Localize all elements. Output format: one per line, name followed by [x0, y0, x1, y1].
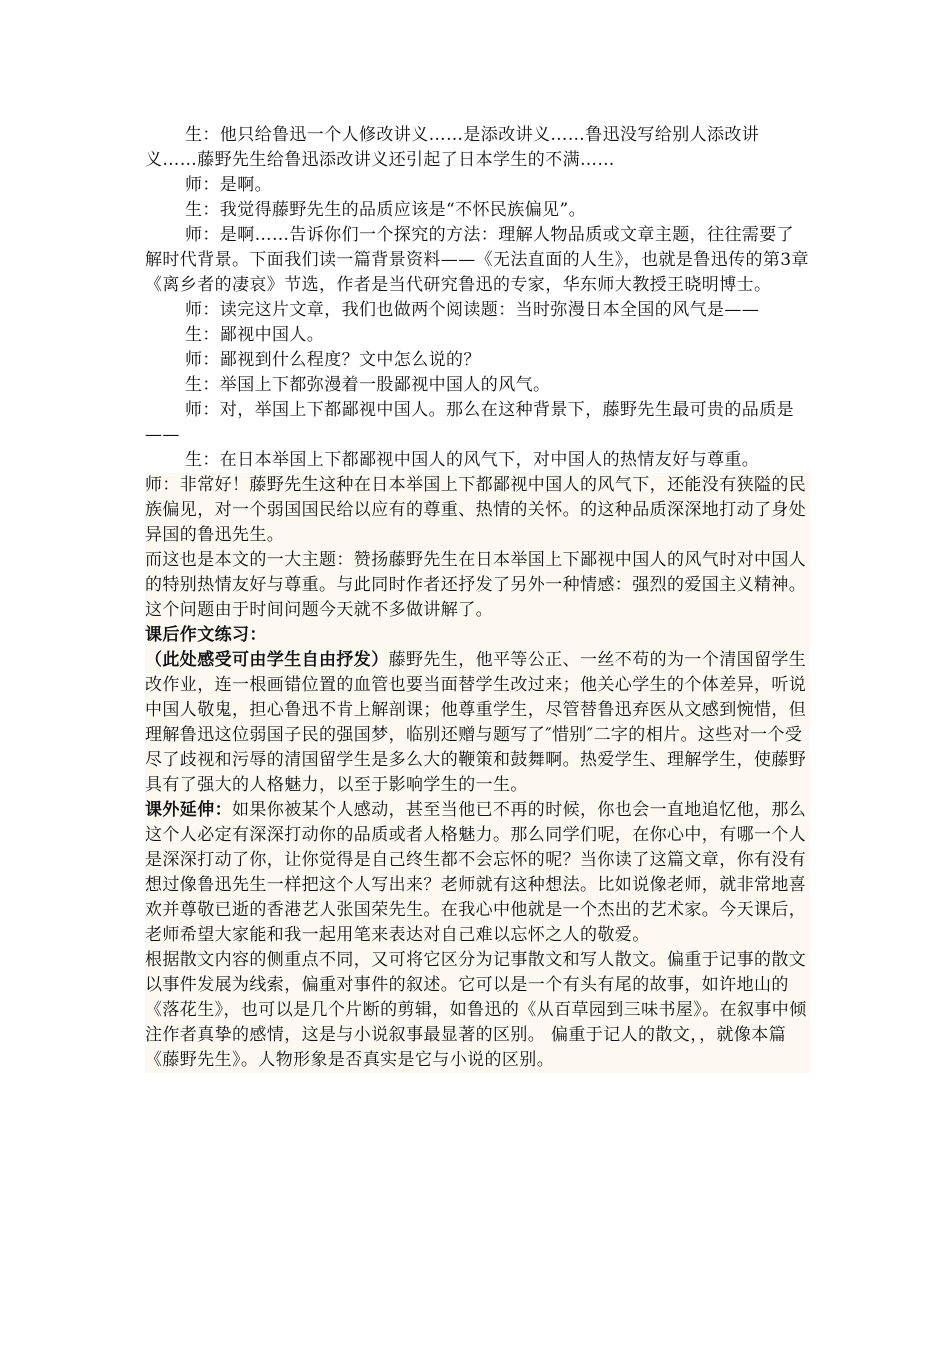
- exercise-paragraph: [145, 648, 810, 798]
- document-body: [145, 123, 810, 1073]
- extension-body: 如果你被某个人感动，甚至当他已不再的时候，你也会一直地追忆他，那么这个人必定有深深打动你的品质或者人格魅力。那么同学们呢，在你心中，有哪一个人是深深打动了你，让你觉得是自己终生都不会忘怀的呢？当你读了这篇文章，你有没有想过像鲁迅先生一样把这个人写出来？老师就有这种想法。比如说像老师，就非常地喜欢并尊敬已逝的香港艺人张国荣先生。在我心中他就是一个杰出的艺术家。今天课后，老师希望大家能和我一起用笔来表达对自己难以忘怀之人的敬爱。: [145, 800, 807, 945]
- dialogue-line: 生：鄙视中国人。: [185, 325, 325, 345]
- dialogue-line: 生：我觉得藤野先生的品质应该是“不怀民族偏见”。: [185, 200, 586, 220]
- dialogue-line: 生：举国上下都弥漫着一股鄙视中国人的风气。: [185, 375, 551, 395]
- dialogue-line: 师：对，举国上下都鄙视中国人。那么在这种背景下，藤野先生最可贵的品质是——: [145, 400, 794, 445]
- dialogue-line: 师：鄙视到什么程度？文中怎么说的？: [185, 350, 481, 370]
- dialogue-line: 生：在日本举国上下都鄙视中国人的风气下，对中国人的热情友好与尊重。: [185, 450, 760, 470]
- classification-paragraph: 根据散文内容的侧重点不同，又可将它区分为记事散文和写人散文。偏重于记事的散文以事件发展为线索，偏重对事件的叙述。它可以是一个有头有尾的故事，如许地山的《落花生》，也可以是几个片断的剪辑，如鲁迅的《从百草园到三味书屋》。在叙事中倾注作者真挚的感情，这是与小说叙事最显著的区别。 偏重于记人的散文，，就像本篇《藤野先生》。人物形象是否真实是它与小说的区别。: [145, 950, 807, 1070]
- exercise-lead: （此处感受可由学生自由抒发）: [145, 650, 389, 670]
- exercise-heading: 课后作文练习：: [145, 625, 267, 645]
- extension-paragraph: [145, 798, 810, 948]
- dialogue-line: 师：是啊。: [185, 175, 272, 195]
- dialogue-line: 师：是啊……告诉你们一个探究的方法：理解人物品质或文章主题，往往需要了解时代背景。下面我们读一篇背景资料——《无法直面的人生》，也就是鲁迅传的第3章《离乡者的凄哀》节选，作者是当代研究鲁迅的专家，华东师大教授王晓明博士。: [145, 225, 809, 295]
- lesson-summary: [145, 473, 810, 1073]
- dialogue-line: 生：他只给鲁迅一个人修改讲义……是添改讲义……鲁迅没写给别人添改讲义……藤野先生给鲁迅添改讲义还引起了日本学生的不满……: [145, 125, 760, 170]
- dialogue-line: 师：读完这片文章，我们也做两个阅读题：当时弥漫日本全国的风气是——: [185, 300, 760, 320]
- theme-paragraph: 而这也是本文的一大主题：赞扬藤野先生在日本举国上下鄙视中国人的风气时对中国人的特别热情友好与尊重。与此同时作者还抒发了另外一种情感：强烈的爱国主义精神。这个问题由于时间问题今天就不多做讲解了。: [145, 550, 807, 620]
- extension-heading: 课外延伸：: [145, 800, 232, 820]
- exercise-body: 藤野先生，他平等公正、一丝不苟的为一个清国留学生改作业，连一根画错位置的血管也要当面替学生改过来；他关心学生的个体差异，听说中国人敬鬼，担心鲁迅不肯上解剖课；他尊重学生，尽管替鲁迅弃医从文感到惋惜，但理解鲁迅这位弱国子民的强国梦，临别还赠与题写了″惜别″二字的相片。这些对一个受尽了歧视和污辱的清国留学生是多么大的鞭策和鼓舞啊。热爱学生、理解学生，使藤野具有了强大的人格魅力，以至于影响学生的一生。: [145, 650, 807, 795]
- teacher-praise-paragraph: 师：非常好！藤野先生这种在日本举国上下都鄙视中国人的风气下，还能没有狭隘的民族偏见，对一个弱国国民给以应有的尊重、热情的关怀。的这种品质深深地打动了身处异国的鲁迅先生。: [145, 475, 807, 545]
